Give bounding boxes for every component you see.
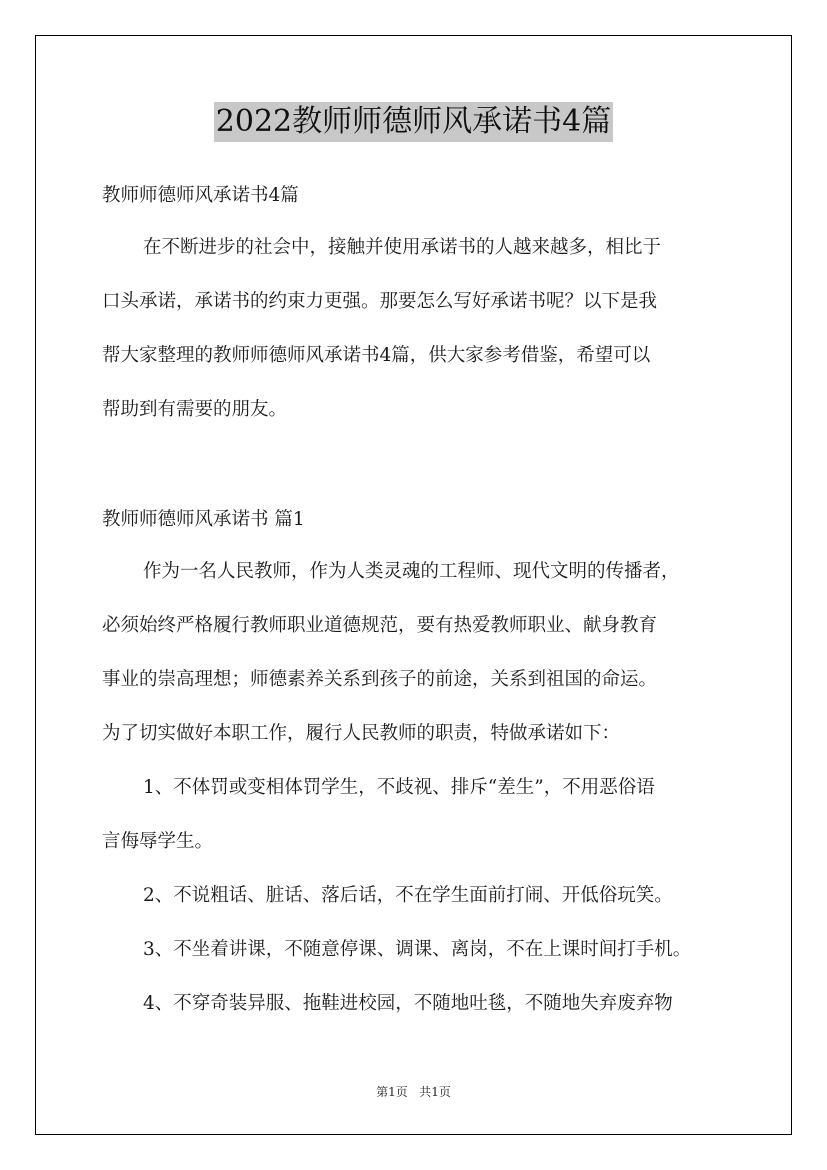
paragraph-line: 必须始终严格履行教师职业道德规范，要有热爱教师职业、献身教育 bbox=[102, 615, 658, 636]
paragraph-line: 帮助到有需要的朋友。 bbox=[102, 399, 288, 420]
list-item-line: 4、不穿奇装异服、拖鞋进校园，不随地吐毯，不随地失弃废弃物 bbox=[143, 993, 673, 1014]
paragraph-line: 口头承诺，承诺书的约束力更强。那要怎么写好承诺书呢？以下是我 bbox=[102, 291, 658, 312]
paragraph-line: 在不断进步的社会中，接触并使用承诺书的人越来越多，相比于 bbox=[143, 237, 662, 258]
page-total: 共1页 bbox=[419, 1085, 451, 1099]
page-footer bbox=[0, 1084, 827, 1100]
paragraph-line: 作为一名人民教师，作为人类灵魂的工程师、现代文明的传播者， bbox=[143, 561, 680, 582]
page-number: 第1页 bbox=[376, 1085, 408, 1099]
list-item-line: 言侮辱学生。 bbox=[102, 831, 214, 852]
section-heading: 教师师德师风承诺书4篇 bbox=[102, 185, 299, 206]
list-item-line: 1、不体罚或变相体罚学生，不歧视、排斥“差生”，不用恶俗语 bbox=[143, 777, 655, 798]
paragraph-line: 帮大家整理的教师师德师风承诺书4篇，供大家参考借鉴，希望可以 bbox=[102, 345, 651, 366]
list-item-line: 2、不说粗话、脏话、落后话，不在学生面前打闹、开低俗玩笑。 bbox=[143, 885, 673, 906]
paragraph-line: 事业的崇高理想；师德素养关系到孩子的前途，关系到祖国的命运。 bbox=[102, 669, 658, 690]
section-heading: 教师师德师风承诺书 篇1 bbox=[102, 509, 305, 530]
document-title: 2022教师师德师风承诺书4篇 bbox=[214, 102, 613, 142]
paragraph-line: 为了切实做好本职工作，履行人民教师的职责，特做承诺如下： bbox=[102, 723, 621, 744]
title-container bbox=[0, 102, 827, 142]
list-item-line: 3、不坐着讲课，不随意停课、调课、离岗，不在上课时间打手机。 bbox=[143, 939, 692, 960]
